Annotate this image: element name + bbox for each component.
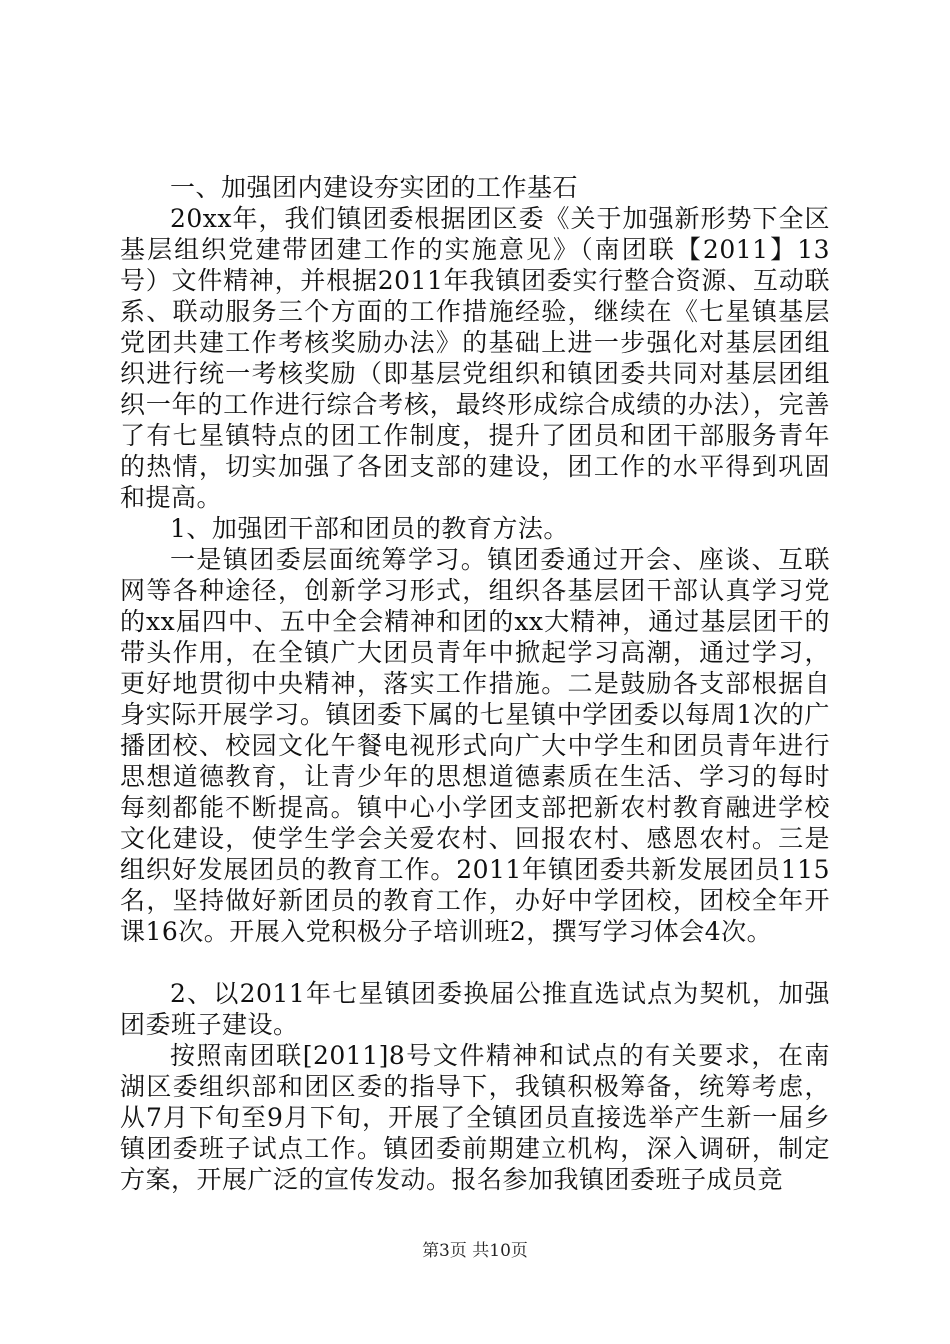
section-heading-2: 1、加强团干部和团员的教育方法。 — [170, 514, 569, 543]
paragraph-1: 20xx年，我们镇团委根据团区委《关于加强新形势下全区基层组织党建带团建工作的实施意见》（南团联【2011】13号）文件精神，并根据2011年我镇团委实行整合资源、互动联系、联动服务三个方面的工作措施经验，继续在《七星镇基层党团共建工作考核奖励办法》的基础上进一步强化对基层团组织进行统一考核奖励（即基层党组织和镇团委共同对基层团组织一年的工作进行综合考核，最终形成综合成绩的办法），完善了有七星镇特点的团工作制度，提升了团员和团干部服务青年的热情，切实加强了各团支部的建设，团工作的水平得到巩固和提高。 — [120, 204, 830, 512]
page-footer: 第3页 共10页 — [422, 1241, 528, 1261]
section-heading-1: 一、加强团内建设夯实团的工作基石 — [170, 173, 579, 202]
document-body — [120, 172, 830, 1195]
paragraph-2: 一是镇团委层面统筹学习。镇团委通过开会、座谈、互联网等各种途径，创新学习形式，组织各基层团干部认真学习党的xx届四中、五中全会精神和团的xx大精神，通过基层团干的带头作用，在全镇广大团员青年中掀起学习高潮，通过学习，更好地贯彻中央精神，落实工作措施。二是鼓励各支部根据自身实际开展学习。镇团委下属的七星镇中学团委以每周1次的广播团校、校园文化午餐电视形式向广大中学生和团员青年进行思想道德教育，让青少年的思想道德素质在生活、学习的每时每刻都能不断提高。镇中心小学团支部把新农村教育融进学校文化建设，使学生学会关爱农村、回报农村、感恩农村。三是组织好发展团员的教育工作。2011年镇团委共新发展团员115名，坚持做好新团员的教育工作，办好中学团校，团校全年开课16次。开展入党积极分子培训班2，撰写学习体会4次。 — [120, 545, 830, 946]
section-heading-3: 2、以2011年七星镇团委换届公推直选试点为契机，加强团委班子建设。 — [120, 979, 830, 1039]
paragraph-3: 按照南团联[2011]8号文件精神和试点的有关要求，在南湖区委组织部和团区委的指导下，我镇积极筹备，统筹考虑，从7月下旬至9月下旬，开展了全镇团员直接选举产生新一届乡镇团委班子试点工作。镇团委前期建立机构，深入调研，制定方案，开展广泛的宣传发动。报名参加我镇团委班子成员竞 — [120, 1041, 830, 1194]
